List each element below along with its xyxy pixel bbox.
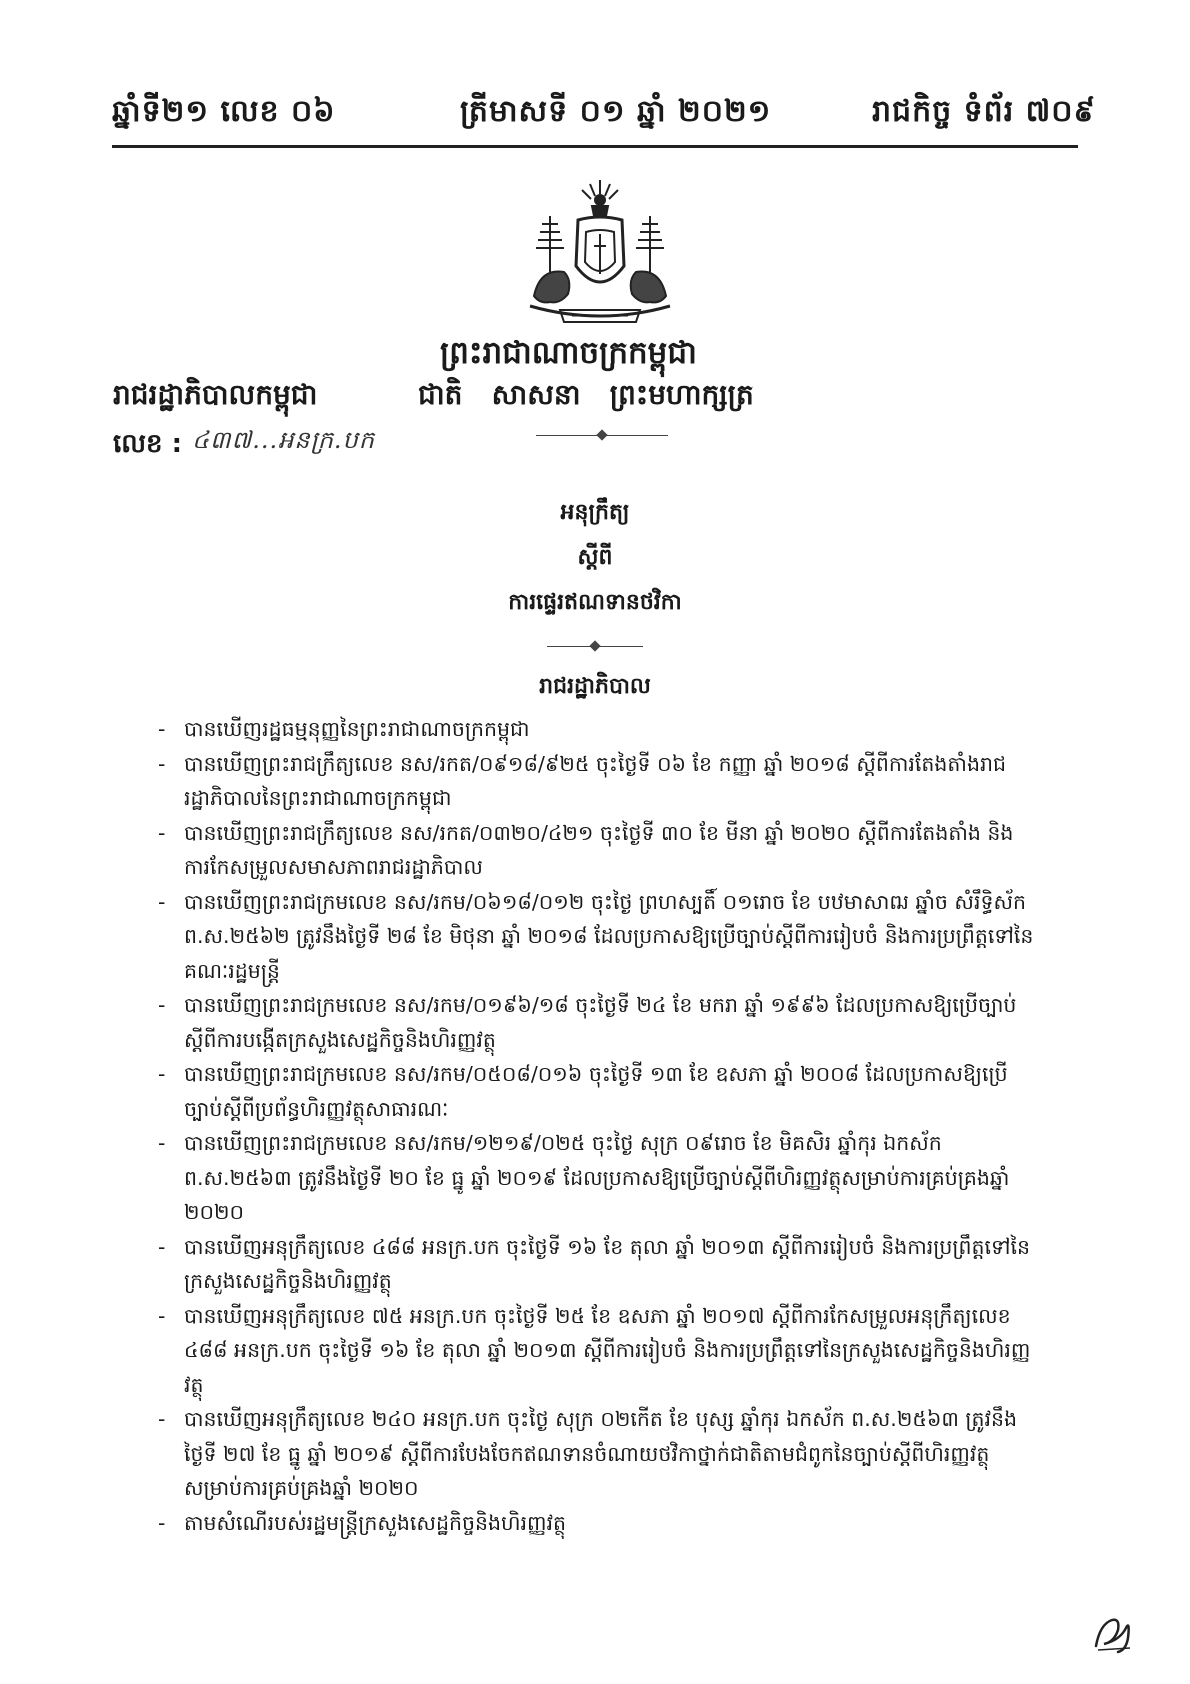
list-item: - តាមសំណើរបស់រដ្ឋមន្ត្រីក្រសួងសេដ្ឋកិច្ចនិងហិរញ្ញវត្ថុ	[158, 1510, 567, 1535]
header-issue: ឆ្នាំទី២១ លេខ ០៦	[112, 94, 336, 129]
header-rule	[112, 145, 1078, 148]
motto: ជាតិ សាសនា ព្រះមហាក្សត្រ	[418, 378, 754, 411]
body-heading: រាជរដ្ឋាភិបាល	[539, 674, 651, 699]
list-item: - បានឃើញព្រះរាជក្រមលេខ នស/រកម/១២១៩/០២៥ ចុះថ្ងៃ សុក្រ ០៩រោច ខែ មិគសិរ ឆ្នាំកុរ ឯកស័ក ព.ស.២៥៦៣ ត្រូវនឹងថ្ងៃទី ២០ ខែ ធ្នូ ឆ្នាំ ២០១៩ ដែលប្រកាសឱ្យប្រើច្បាប់ស្ដីពីហិរញ្ញវត្ថុសម្រាប់ការគ្រប់គ្រងឆ្នាំ ២០២០	[158, 1131, 1010, 1224]
list-item: - បានឃើញព្រះរាជក្រឹត្យលេខ នស/រកត/០៩១៨/៩២៥ ចុះថ្ងៃទី ០៦ ខែ កញ្ញា ឆ្នាំ ២០១៨ ស្ដីពីការតែងតាំងរាជរដ្ឋាភិបាលនៃព្រះរាជាណាចក្រកម្ពុជា	[158, 751, 1006, 810]
list-item: - បានឃើញរដ្ឋធម្មនុញ្ញនៃព្រះរាជាណាចក្រកម្ពុជា	[158, 717, 530, 741]
list-item: - បានឃើញអនុក្រឹត្យលេខ ៧៥ អនក្រ.បក ចុះថ្ងៃទី ២៥ ខែ ឧសភា ឆ្នាំ ២០១៧ ស្ដីពីការកែសម្រួលអនុក្រឹត្យលេខ ៤៨៨ អនក្រ.បក ចុះថ្ងៃទី ១៦ ខែ តុលា ឆ្នាំ ២០១៣ ស្ដីពីការរៀបចំ និងការប្រព្រឹត្តទៅនៃក្រសួងសេដ្ឋកិច្ចនិងហិរញ្ញវត្ថុ	[158, 1303, 1031, 1397]
document-type: អនុក្រឹត្យ	[560, 500, 630, 525]
issuer-title: រាជរដ្ឋាភិបាលកម្ពុជា	[113, 378, 318, 411]
initials-signature-icon	[1090, 1610, 1136, 1656]
document-subject: ការផ្ទេរឥណទានថវិកា	[508, 590, 682, 615]
list-item: - បានឃើញអនុក្រឹត្យលេខ ២៤០ អនក្រ.បក ចុះថ្ងៃ សុក្រ ០២កើត ខែ បុស្ស ឆ្នាំកុរ ឯកស័ក ព.ស.២៥៦៣ ត្រូវនឹងថ្ងៃទី ២៧ ខែ ធ្នូ ឆ្នាំ ២០១៩ ស្ដីពីការបែងចែកឥណទានចំណាយថវិកាថ្នាក់ជាតិតាមជំពូកនៃច្បាប់ស្ដីពីហិរញ្ញវត្ថុសម្រាប់ការគ្រប់គ្រងឆ្នាំ ២០២០	[158, 1407, 1018, 1500]
royal-coat-of-arms-icon	[520, 176, 680, 331]
list-item: - បានឃើញព្រះរាជក្រមលេខ នស/រកម/០៦១៨/០១២ ចុះថ្ងៃ ព្រហស្បតិ៍ ០១រោច ខែ បឋមាសាឍ ឆ្នាំច សំរឹទ្ធិស័ក ព.ស.២៥៦២ ត្រូវនឹងថ្ងៃទី ២៨ ខែ មិថុនា ឆ្នាំ ២០១៨ ដែលប្រកាសឱ្យប្រើច្បាប់ស្ដីពីការរៀបចំ និងការប្រព្រឹត្តទៅនៃគណៈរដ្ឋមន្ត្រី	[158, 889, 1034, 983]
header-page: រាជកិច្ច ទំព័រ ៧០៩	[872, 94, 1096, 129]
kingdom-title: ព្រះរាជាណាចក្រកម្ពុជា	[440, 335, 697, 371]
number-label: លេខ :	[113, 429, 182, 459]
document-about: ស្ដីពី	[577, 545, 613, 570]
list-item: - បានឃើញអនុក្រឹត្យលេខ ៤៨៨ អនក្រ.បក ចុះថ្ងៃទី ១៦ ខែ តុលា ឆ្នាំ ២០១៣ ស្ដីពីការរៀបចំ និងការប្រព្រឹត្តទៅនៃក្រសួងសេដ្ឋកិច្ចនិងហិរញ្ញវត្ថុ	[158, 1234, 1031, 1293]
subject-divider-ornament	[589, 640, 600, 651]
list-item: - បានឃើញព្រះរាជក្រមលេខ នស/រកម/០៥០៨/០១៦ ចុះថ្ងៃទី ១៣ ខែ ឧសភា ឆ្នាំ ២០០៨ ដែលប្រកាសឱ្យប្រើច្បាប់ស្ដីពីប្រព័ន្ធហិរញ្ញវត្ថុសាធារណៈ	[158, 1062, 1008, 1121]
number-value: ៤៣៧...អនក្រ.បក	[192, 426, 376, 454]
header-quarter: ត្រីមាសទី ០១ ឆ្នាំ ២០២១	[460, 94, 772, 129]
considerations-list	[158, 712, 1038, 1540]
list-item: - បានឃើញព្រះរាជក្រមលេខ នស/រកម/០១៩៦/១៨ ចុះថ្ងៃទី ២៤ ខែ មករា ឆ្នាំ ១៩៩៦ ដែលប្រកាសឱ្យប្រើច្បាប់ស្ដីពីការបង្កើតក្រសួងសេដ្ឋកិច្ចនិងហិរញ្ញវត្ថុ	[158, 993, 1017, 1052]
list-item: - បានឃើញព្រះរាជក្រឹត្យលេខ នស/រកត/០៣២០/៤២១ ចុះថ្ងៃទី ៣០ ខែ មីនា ឆ្នាំ ២០២០ ស្ដីពីការតែងតាំង និងការកែសម្រួលសមាសភាពរាជរដ្ឋាភិបាល	[158, 820, 1014, 879]
motto-divider-ornament	[596, 429, 607, 440]
